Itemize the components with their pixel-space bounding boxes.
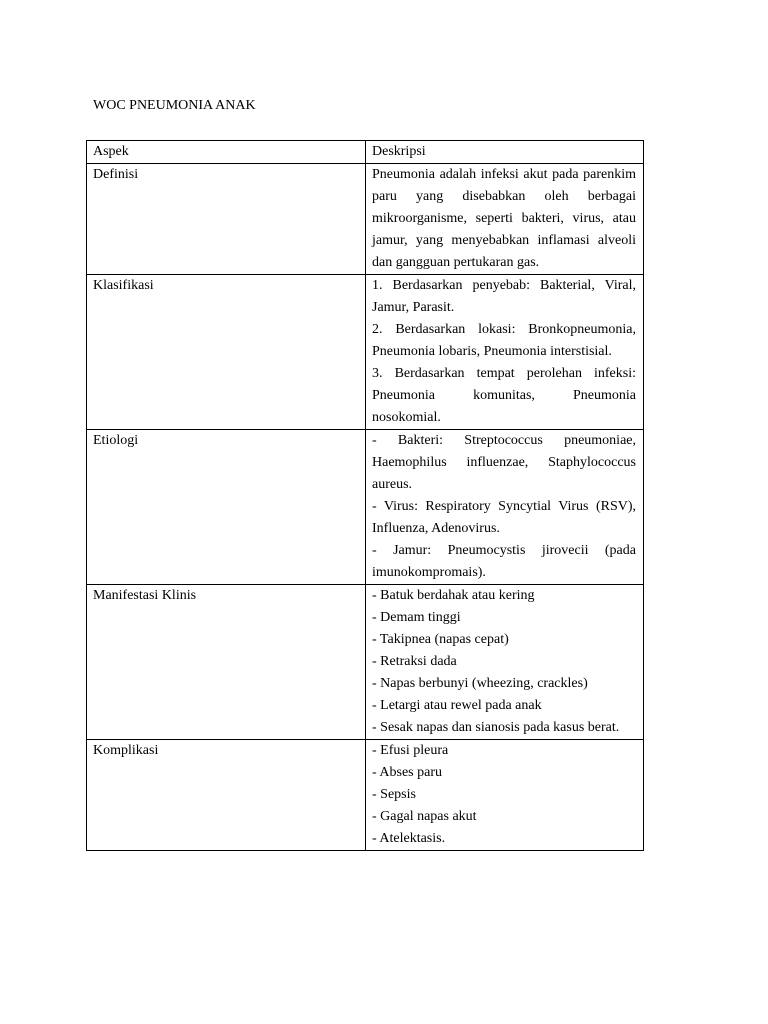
deskripsi-line: 2. Berdasarkan lokasi: Bronkopneumonia, Pneumonia lobaris, Pneumonia interstisial. — [372, 322, 636, 359]
deskripsi-line: - Gagal napas akut — [372, 809, 477, 824]
table-row-klasifikasi — [87, 275, 644, 430]
woc-table — [86, 140, 644, 851]
deskripsi-line: - Abses paru — [372, 765, 442, 780]
deskripsi-line: - Letargi atau rewel pada anak — [372, 698, 542, 713]
deskripsi-cell — [366, 275, 644, 430]
deskripsi-line: - Sepsis — [372, 787, 416, 802]
deskripsi-line: 3. Berdasarkan tempat perolehan infeksi: Pneumonia komunitas, Pneumonia nosokomial. — [372, 366, 636, 425]
deskripsi-cell — [366, 164, 644, 275]
table-row-etiologi — [87, 430, 644, 585]
deskripsi-line: - Bakteri: Streptococcus pneumoniae, Haemophilus influenzae, Staphylococcus aureus. — [372, 433, 636, 492]
table-row-definisi — [87, 164, 644, 275]
deskripsi-line: - Virus: Respiratory Syncytial Virus (RSV), Influenza, Adenovirus. — [372, 499, 636, 536]
aspek-cell: Komplikasi — [87, 740, 366, 851]
deskripsi-line: Pneumonia adalah infeksi akut pada parenkim paru yang disebabkan oleh berbagai mikroorganisme, seperti bakteri, virus, atau jamur, yang menyebabkan inflamasi alveoli dan gangguan pertukaran gas. — [372, 167, 636, 270]
deskripsi-cell — [366, 430, 644, 585]
table-header-row — [87, 141, 644, 164]
deskripsi-cell — [366, 740, 644, 851]
aspek-cell: Etiologi — [87, 430, 366, 585]
deskripsi-cell — [366, 585, 644, 740]
deskripsi-line: 1. Berdasarkan penyebab: Bakterial, Viral, Jamur, Parasit. — [372, 278, 636, 315]
deskripsi-line: - Retraksi dada — [372, 654, 457, 669]
aspek-cell: Klasifikasi — [87, 275, 366, 430]
aspek-cell: Definisi — [87, 164, 366, 275]
table-row-komplikasi — [87, 740, 644, 851]
table-row-manifestasi-klinis — [87, 585, 644, 740]
document-title: WOC PNEUMONIA ANAK — [93, 98, 256, 113]
deskripsi-line: - Efusi pleura — [372, 743, 449, 758]
deskripsi-line: - Jamur: Pneumocystis jirovecii (pada imunokompromais). — [372, 543, 636, 580]
deskripsi-line: - Sesak napas dan sianosis pada kasus berat. — [372, 720, 620, 735]
deskripsi-line: - Batuk berdahak atau kering — [372, 588, 535, 603]
deskripsi-line: - Demam tinggi — [372, 610, 461, 625]
deskripsi-line: - Takipnea (napas cepat) — [372, 632, 509, 647]
header-deskripsi: Deskripsi — [366, 141, 644, 164]
aspek-cell: Manifestasi Klinis — [87, 585, 366, 740]
deskripsi-line: - Napas berbunyi (wheezing, crackles) — [372, 676, 588, 691]
deskripsi-line: - Atelektasis. — [372, 831, 446, 846]
header-aspek: Aspek — [87, 141, 366, 164]
